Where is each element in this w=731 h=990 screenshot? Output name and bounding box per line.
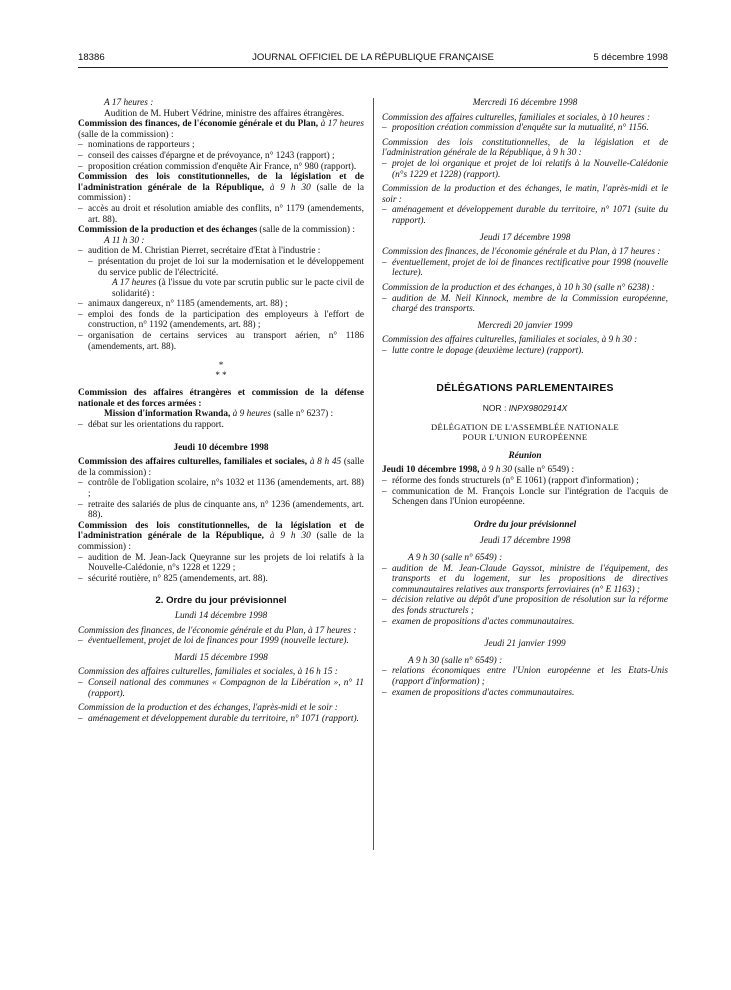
committee-culture: Commission des affaires culturelles, familiales et sociales, à 8 h 45 (salle de la commission) : — [78, 457, 365, 478]
committee-line: Commission des lois constitutionnelles, de la législation et de l'administration générale de la République, à 9 h 30 : — [382, 137, 668, 159]
agenda-item: – animaux dangereux, n° 1185 (amendements, art. 88) ; — [78, 299, 364, 310]
session-note: A 17 heures (à l'issue du vote par scrutin public sur le pacte civil de solidarité) : — [112, 278, 365, 299]
agenda-item: – contrôle de l'obligation scolaire, n°s 1032 et 1136 (amendements, art. 88) ; — [78, 478, 364, 499]
session-time: A 9 h 30 (salle n° 6549) : — [408, 655, 503, 666]
agenda-item: – audition de M. Christian Pierret, secrétaire d'Etat à l'industrie : — [78, 246, 364, 257]
session-time: A 9 h 30 (salle n° 6549) : — [408, 553, 503, 563]
session-time: A 11 h 30 : — [104, 235, 145, 246]
agenda-item: – réforme des fonds structurels (n° E 1061) (rapport d'information) ; — [382, 476, 668, 487]
agenda-item: – examen de propositions d'actes communautaires. — [382, 617, 668, 628]
agenda-item: – Conseil national des communes « Compagnon de la Libération », n° 11 (rapport). — [78, 678, 364, 699]
committee-lois: Commission des lois constitutionnelles, de la législation et de l'administration générale de la République, à 9 h 30 (salle de la commission) : — [78, 172, 365, 204]
nor-reference: NOR : INPX9802914X — [482, 403, 568, 414]
day-heading: Mardi 15 décembre 1998 — [174, 652, 268, 663]
day-heading: Jeudi 17 décembre 1998 — [479, 232, 571, 243]
separator-stars: * * — [215, 370, 227, 381]
agenda-item: – relations économiques entre l'Union européenne et les Etats-Unis (rapport d'information) ; — [382, 666, 668, 687]
section-heading: DÉLÉGATIONS PARLEMENTAIRES — [436, 383, 614, 395]
committee-line: Commission des finances, de l'économie générale et du Plan, à 17 heures : — [78, 625, 357, 636]
committee-line: Commission de la production et des échanges, à 10 h 30 (salle n° 6238) : — [382, 282, 655, 293]
meeting-heading: Réunion — [508, 450, 542, 461]
agenda-item: – aménagement et développement durable du territoire, n° 1071 (rapport). — [78, 714, 364, 725]
committee-line: Commission des affaires culturelles, familiales et sociales, à 16 h 15 : — [78, 667, 338, 678]
committee-production: Commission de la production et des échanges (salle de la commission) : — [78, 225, 355, 236]
committee-finances: Commission des finances, de l'économie générale et du Plan, à 17 heures (salle de la commission) : — [78, 119, 364, 140]
agenda-item: – emploi des fonds de la participation des employeurs à l'effort de construction, n° 1192 (amendements, art. 88) ; — [78, 310, 364, 331]
page-header — [78, 52, 668, 66]
agenda-item: – projet de loi organique et projet de loi relatifs à la Nouvelle-Calédonie (n°s 1229 et 1228) (rapport). — [382, 159, 668, 180]
agenda-item: – audition de M. Jean-Claude Gayssot, ministre de l'équipement, des transports et du logement, sur les propositions de directives communautaires relatives aux transports ferroviaires (n° E 1163) ; — [382, 564, 668, 596]
agenda-item: – nominations de rapporteurs ; — [78, 140, 364, 151]
agenda-item: – examen de propositions d'actes communautaires. — [382, 688, 668, 699]
journal-title: JOURNAL OFFICIEL DE LA RÉPUBLIQUE FRANÇAISE — [252, 52, 494, 63]
delegation-name: DÉLÉGATION DE L'ASSEMBLÉE NATIONALE — [431, 421, 619, 432]
agenda-item: – éventuellement, projet de loi de finances pour 1999 (nouvelle lecture). — [78, 636, 364, 647]
committee-line: Commission de la production et des échanges, l'après-midi et le soir : — [78, 703, 338, 714]
audition-line: Audition de M. Hubert Védrine, ministre des affaires étrangères. — [104, 108, 345, 119]
issue-date: 5 décembre 1998 — [593, 52, 668, 63]
agenda-item: – audition de M. Jean-Jack Queyranne sur les projets de loi relatifs à la Nouvelle-Calédonie, n°s 1228 et 1229 ; — [78, 553, 364, 574]
agenda-item: – éventuellement, projet de loi de finances rectificative pour 1998 (nouvelle lecture). — [382, 258, 668, 279]
delegation-name: POUR L'UNION EUROPÉENNE — [462, 432, 588, 443]
committee-line: Commission des finances, de l'économie générale et du Plan, à 17 heures : — [382, 247, 661, 258]
agenda-item: – débat sur les orientations du rapport. — [78, 420, 364, 431]
agenda-item: – sécurité routière, n° 825 (amendements, art. 88). — [78, 574, 364, 585]
section-heading: 2. Ordre du jour prévisionnel — [155, 595, 287, 607]
agenda-item: – accès au droit et résolution amiable des conflits, n° 1179 (amendements, art. 88). — [78, 204, 364, 225]
agenda-item: – organisation de certains services au transport aérien, n° 1186 (amendements, art. 88). — [78, 331, 364, 352]
meeting-date: Jeudi 10 décembre 1998, à 9 h 30 (salle n° 6549) : — [382, 465, 575, 476]
day-heading: Jeudi 10 décembre 1998 — [173, 442, 269, 453]
day-heading: Jeudi 17 décembre 1998 — [479, 536, 571, 547]
agenda-item: – communication de M. François Loncle sur l'intégration de l'acquis de Schengen dans l'Union européenne. — [382, 487, 668, 508]
committee-lois-2: Commission des lois constitutionnelles, de la législation et de l'administration générale de la République, à 9 h 30 (salle de la commission) : — [78, 520, 365, 552]
agenda-item: – retraite des salariés de plus de cinquante ans, n° 1236 (amendements, art. 88). — [78, 500, 364, 521]
header-rule — [78, 67, 668, 68]
committee-line: Commission des affaires culturelles, familiales et sociales, à 10 heures : — [382, 112, 651, 123]
right-column — [382, 98, 668, 698]
day-heading: Mercredi 20 janvier 1999 — [477, 320, 573, 331]
agenda-item: – audition de M. Neil Kinnock, membre de la Commission européenne, chargé des transports. — [382, 294, 668, 315]
committee-line: Commission de la production et des échanges, le matin, l'après-midi et le soir : — [382, 184, 668, 205]
agenda-item: – décision relative au dépôt d'une proposition de résolution sur la réforme des fonds structurels ; — [382, 595, 668, 616]
subsection-heading: Ordre du jour prévisionnel — [473, 519, 577, 530]
agenda-subitem: – présentation du projet de loi sur la modernisation et le développement du service public de l'électricité. — [78, 257, 364, 278]
session-time: A 17 heures : — [104, 98, 154, 108]
agenda-item: – conseil des caisses d'épargne et de prévoyance, n° 1243 (rapport) ; — [78, 151, 364, 162]
agenda-item: – proposition création commission d'enquête sur la mutualité, n° 1156. — [382, 123, 668, 134]
day-heading: Mercredi 16 décembre 1998 — [472, 98, 578, 108]
left-column — [78, 98, 364, 724]
agenda-item: – proposition création commission d'enquête Air France, n° 980 (rapport). — [78, 162, 364, 173]
agenda-item: – lutte contre le dopage (deuxième lecture) (rapport). — [382, 346, 668, 357]
agenda-item: – aménagement et développement durable du territoire, n° 1071 (suite du rapport). — [382, 205, 668, 226]
committee-joint: Commission des affaires étrangères et commission de la défense nationale et des forces armées : — [78, 388, 364, 409]
page-number: 18386 — [78, 52, 105, 63]
mission-line: Mission d'information Rwanda, à 9 heures (salle n° 6237) : — [104, 409, 334, 420]
committee-line: Commission des affaires culturelles, familiales et sociales, à 9 h 30 : — [382, 335, 638, 346]
day-heading: Lundi 14 décembre 1998 — [174, 610, 268, 621]
column-divider — [373, 98, 374, 850]
separator-star: * — [218, 360, 224, 371]
day-heading: Jeudi 21 janvier 1999 — [484, 639, 566, 650]
